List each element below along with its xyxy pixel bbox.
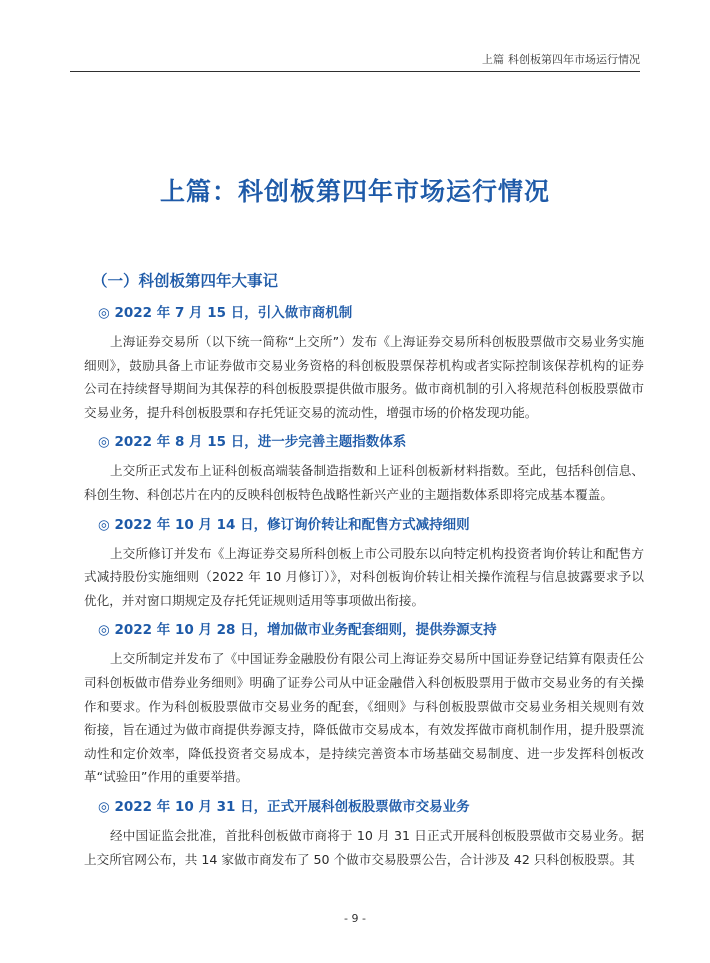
document-body [84,270,644,878]
event-paragraph: 上交所修订并发布《上海证券交易所科创板上市公司股东以向特定机构投资者询价转让和配售方式减持股份实施细则（2022 年 10 月修订）》，对科创板询价转让相关操作流程与信息披露要求予以优化，并对窗口期规定及存托凭证规则适用等事项做出衔接。 [84,545,644,608]
event-title: ◎ 2022 年 8 月 15 日，进一步完善主题指数体系 [98,434,407,451]
event-title: ◎ 2022 年 10 月 28 日，增加做市业务配套细则，提供券源支持 [98,622,497,639]
event-title: ◎ 2022 年 10 月 14 日，修订询价转让和配售方式减持细则 [98,516,470,533]
event-paragraph: 上交所制定并发布了《中国证券金融股份有限公司上海证券交易所中国证券登记结算有限责任公司科创板做市借券业务细则》明确了证券公司从中证金融借入科创板股票用于做市交易业务的有关操作和要求。作为科创板股票做市交易业务的配套，《细则》与科创板股票做市交易业务相关规则有效衔接，旨在通过为做市商提供券源支持，降低做市交易成本，有效发挥做市商机制作用，提升股票流动性和定价效率，降低投资者交易成本，是持续完善资本市场基础交易制度、进一步发挥科创板改革“试验田”作用的重要举措。 [84,651,644,785]
header-divider [70,71,640,72]
header-part-tag: 上篇 [482,53,504,66]
page-number: - 9 - [344,912,366,925]
page-title: 上篇：科创板第四年市场运行情况 [159,177,550,206]
event-paragraph: 上交所正式发布上证科创板高端装备制造指数和上证科创板新材料指数。至此，包括科创信息、科创生物、科创芯片在内的反映科创板特色战略性新兴产业的主题指数体系即将完成基本覆盖。 [84,463,644,502]
event-title: ◎ 2022 年 10 月 31 日，正式开展科创板股票做市交易业务 [98,798,470,815]
header-text: 科创板第四年市场运行情况 [508,53,640,66]
running-header [482,53,640,67]
section-heading: （一）科创板第四年大事记 [92,272,279,290]
event-paragraph: 上海证券交易所（以下统一简称“上交所”）发布《上海证券交易所科创板股票做市交易业务实施细则》，鼓励具备上市证券做市交易业务资格的科创板股票保荐机构或者实际控制该保荐机构的证券公司在持续督导期间为其保荐的科创板股票提供做市服务。做市商机制的引入将规范科创板股票做市交易业务，提升科创板股票和存托凭证交易的流动性，增强市场的价格发现功能。 [84,334,644,420]
event-paragraph: 经中国证监会批准，首批科创板做市商将于 10 月 31 日正式开展科创板股票做市交易业务。据上交所官网公布，共 14 家做市商发布了 50 个做市交易股票公告，合计涉及 42 只科创板股票。其 [84,827,644,867]
event-title: ◎ 2022 年 7 月 15 日，引入做市商机制 [98,305,353,321]
